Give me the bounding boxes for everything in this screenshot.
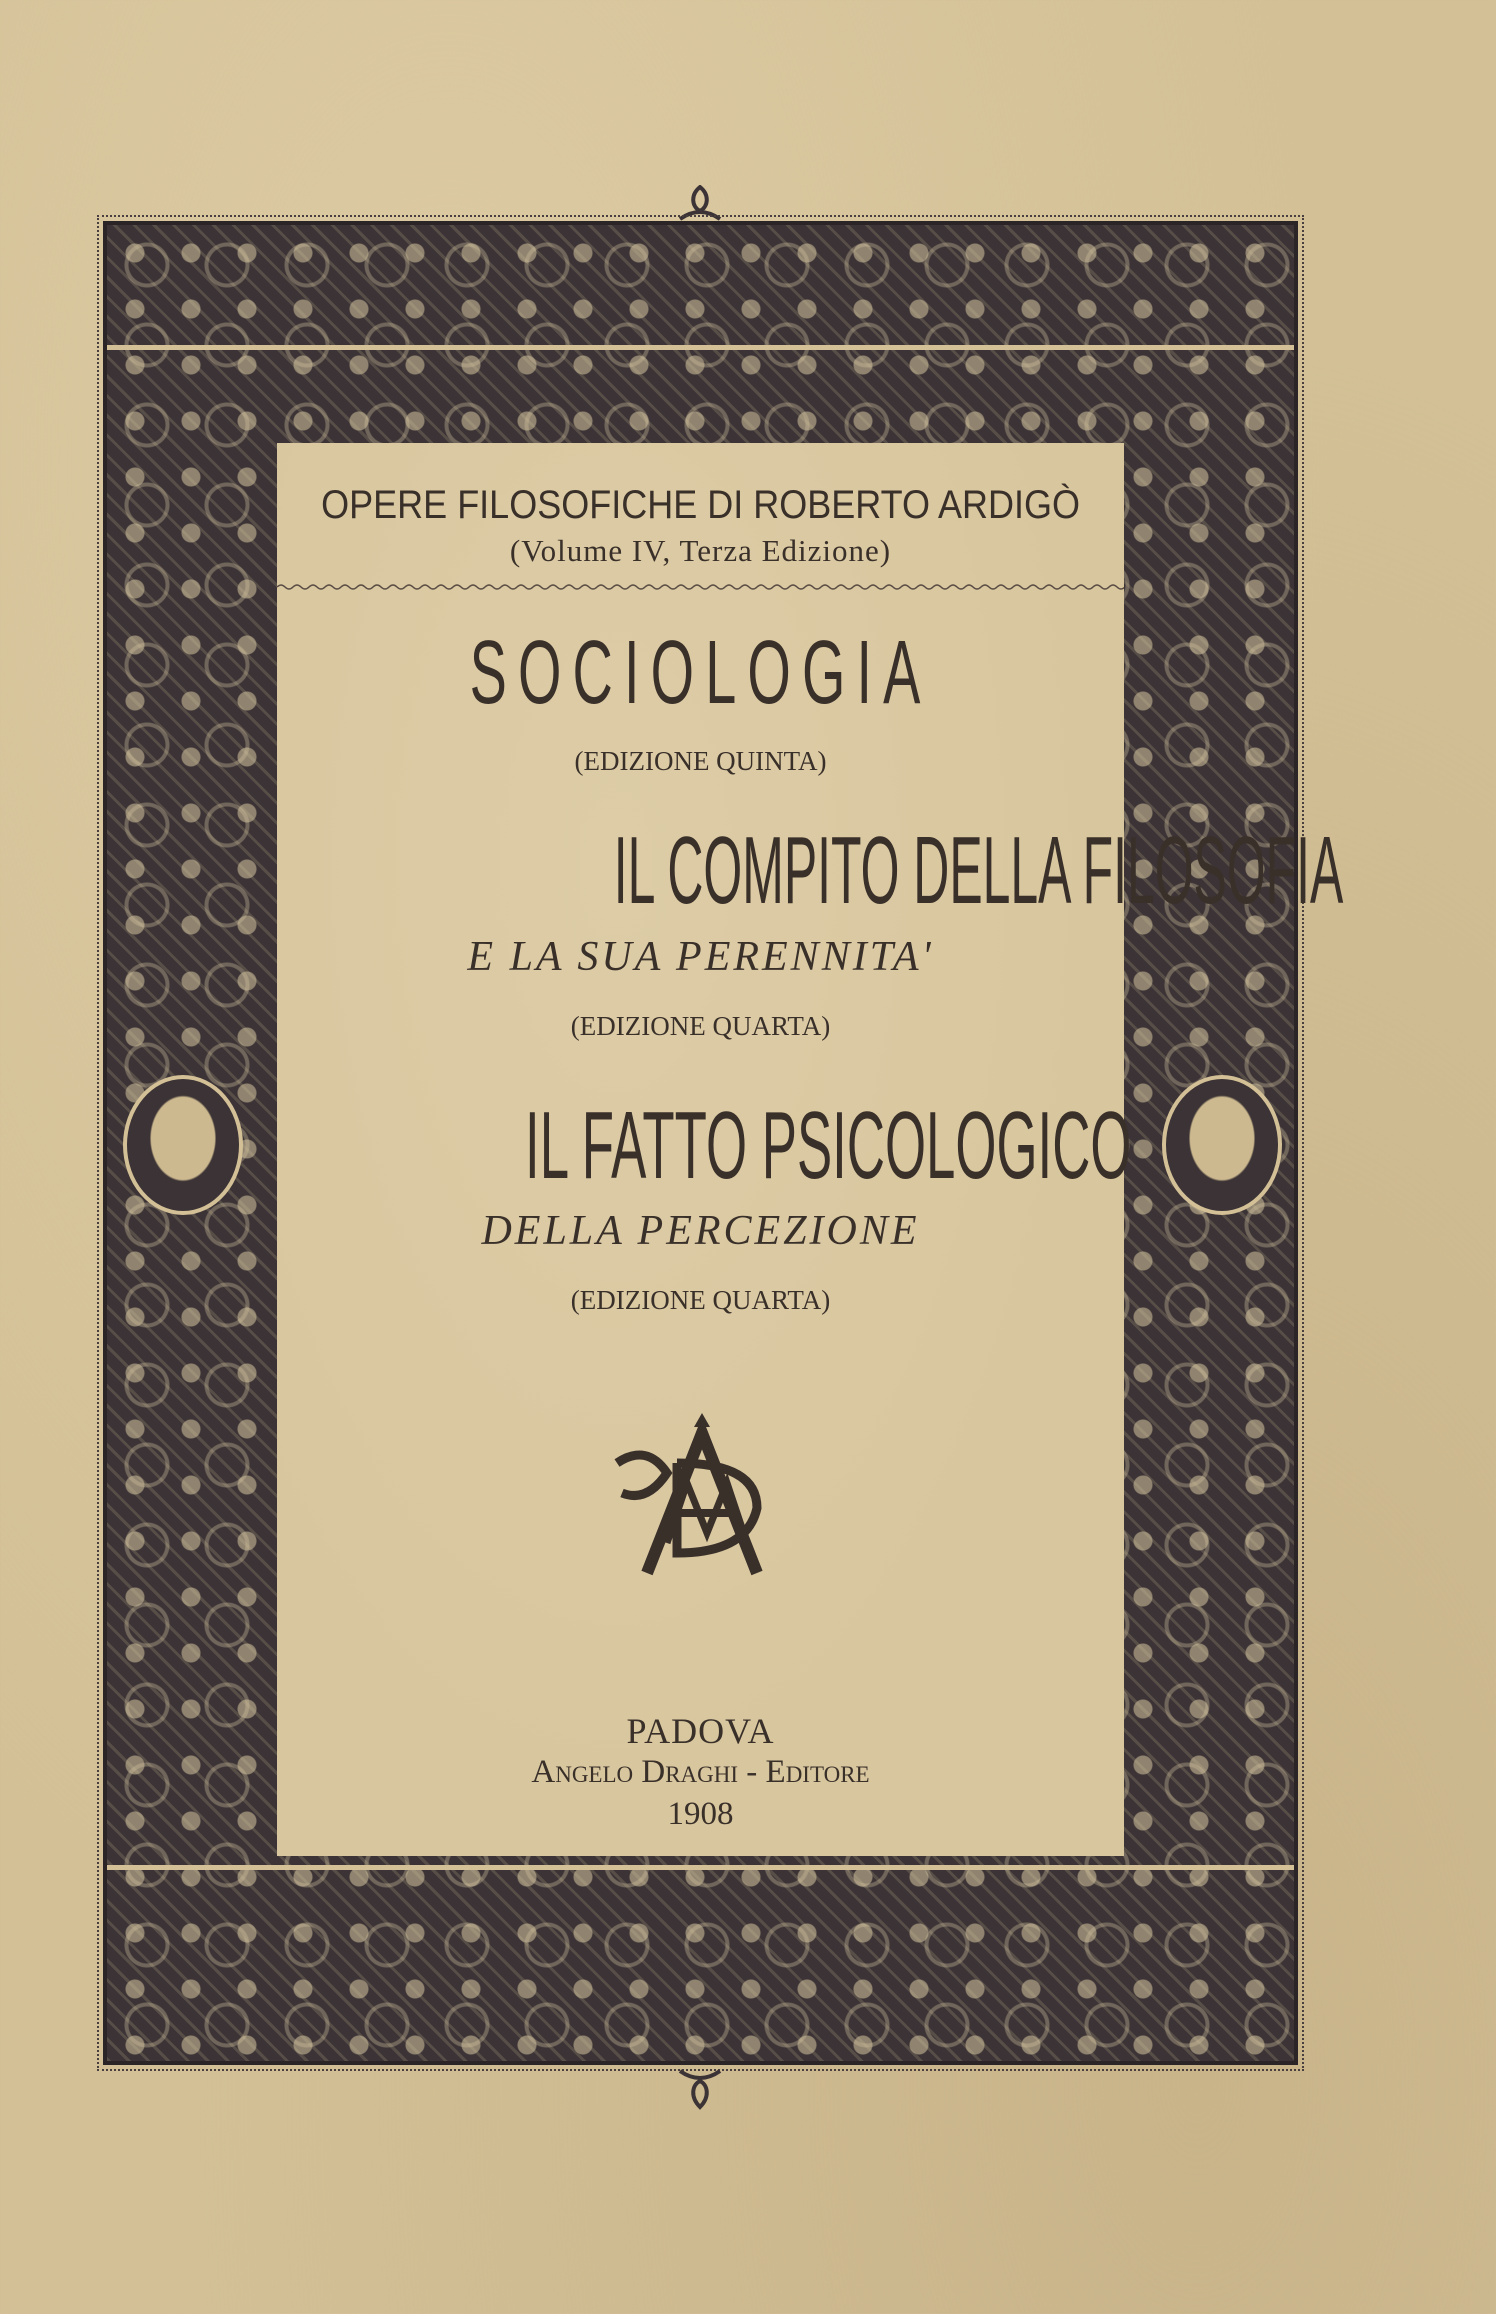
work-3-subtitle: [277, 1207, 1124, 1255]
work-3-subtitle-text: DELLA PERCEZIONE: [481, 1208, 920, 1254]
volume-text: (Volume IV, Terza Edizione): [509, 533, 892, 568]
series-line: [277, 483, 1124, 528]
border-divider: [107, 345, 1294, 350]
work-2-title-text: IL COMPITO DELLA FILOSOFIA: [613, 817, 1344, 924]
male-portrait-medallion: [123, 1075, 243, 1215]
work-3-title-text: IL FATTO PSICOLOGICO: [525, 1092, 1132, 1199]
work-2-title: [277, 817, 1344, 924]
work-2-edition-text: (EDIZIONE QUARTA): [570, 1011, 831, 1041]
imprint-city: [277, 1710, 1124, 1752]
border-divider: [107, 1865, 1294, 1870]
work-3-title: [277, 1092, 1132, 1199]
imprint-city-text: PADOVA: [626, 1711, 775, 1751]
work-1-edition-text: (EDIZIONE QUINTA): [574, 746, 827, 776]
female-portrait-medallion: [1162, 1075, 1282, 1215]
series-text: OPERE FILOSOFICHE DI ROBERTO ARDIGÒ: [321, 483, 1080, 527]
publisher-monogram-logo: [607, 1403, 797, 1583]
work-1-title: [277, 623, 1124, 723]
work-1-edition: [277, 746, 1124, 777]
work-3-edition-text: (EDIZIONE QUARTA): [570, 1285, 831, 1315]
imprint-publisher: [277, 1754, 1124, 1791]
work-2-subtitle-text: E LA SUA PERENNITA': [467, 934, 934, 980]
wavy-rule: [277, 583, 1124, 591]
title-panel: [277, 443, 1344, 1856]
bottom-fleuron-ornament: [670, 2065, 730, 2110]
work-2-edition: [277, 1011, 1124, 1042]
imprint-publisher-text: Angelo Draghi - Editore: [531, 1754, 870, 1790]
work-3-edition: [277, 1285, 1124, 1316]
imprint-year-text: 1908: [667, 1796, 734, 1832]
work-1-title-text: SOCIOLOGIA: [469, 623, 932, 723]
volume-line: [277, 533, 1124, 569]
imprint-year: [277, 1796, 1124, 1833]
work-2-subtitle: [277, 933, 1124, 981]
